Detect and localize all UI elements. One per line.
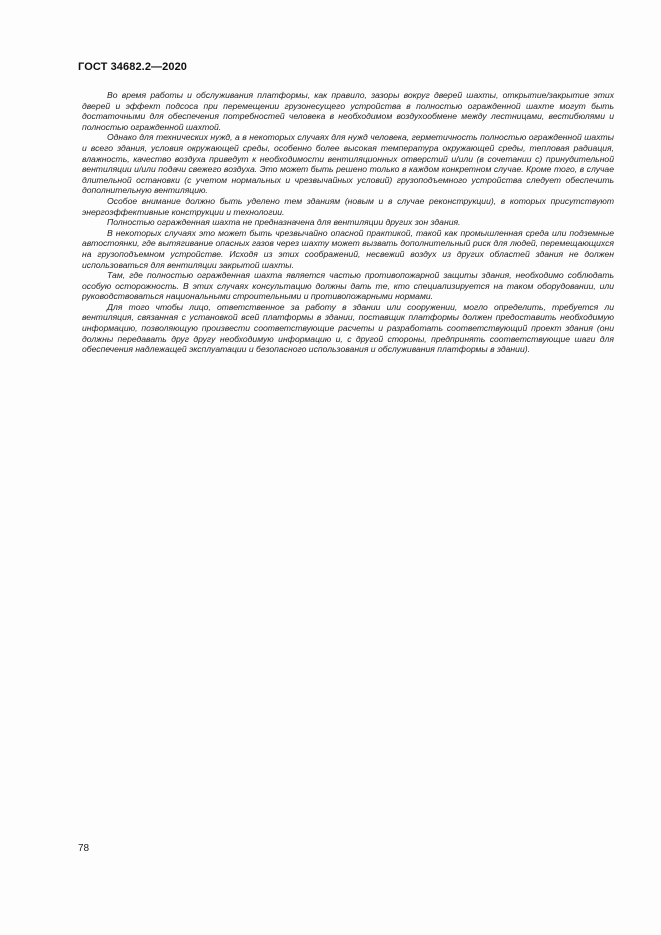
paragraph: В некоторых случаях это может быть чрезвычайно опасной практикой, такой как промышленная среда или подземные автостоянки, где вытягивание опасных газов через шахту может вызвать дополнительный риск для людей, перемещающихся на грузоподъемном устройстве. Исходя из этих соображений, несвежий воздух из других областей здания не должен использоваться для вентиляции закрытой шахты. [82, 227, 614, 270]
paragraph: Однако для технических нужд, а в некоторых случаях для нужд человека, герметичность полностью огражденной шахты и всего здания, условия окружающей среды, особенно более высокая температура окружающей среды, тепловая радиация, влажность, качество воздуха приведут к необходимости вентиляционных отверстий и/или (в сочетании с) принудительной вентиляции и/или подачи свежего воздуха. Это может быть решено только в каждом конкретном случае. Кроме того, в случае длительной остановки (с учетом нормальных и чрезвычайных условий) грузоподъемного устройства следует обеспечить дополнительную вентиляцию. [82, 132, 614, 196]
paragraph: Полностью огражденная шахта не предназначена для вентиляции других зон здания. [107, 217, 461, 228]
page-number: 78 [78, 843, 90, 854]
paragraph: Особое внимание должно быть уделено тем зданиям (новым и в случае реконструкции), в которых присутствуют энергоэффективные конструкции и технологии. [82, 195, 614, 217]
document-body [82, 90, 614, 355]
paragraph: Там, где полностью огражденная шахта является частью противопожарной защиты здания, необходимо соблюдать особую осторожность. В этих случаях консультацию должны дать те, кто специализируется на таком оборудовании, или руководствоваться национальными строительными и противопожарными нормами. [82, 270, 614, 302]
paragraph: Для того чтобы лицо, ответственное за работу в здании или сооружении, могло определить, требуется ли вентиляция, связанная с установкой всей платформы в здании, поставщик платформы должен предоставить необходимую информацию, позволяющую произвести соответствующие расчеты и разработать соответствующий проект здания (они должны передавать друг другу необходимую информацию и, с другой стороны, предпринять соответствующие шаги для обеспечения надлежащей эксплуатации и безопасного использования и обслуживания платформы в здании). [82, 301, 614, 355]
document-header-title: ГОСТ 34682.2—2020 [78, 61, 188, 73]
paragraph: Во время работы и обслуживания платформы, как правило, зазоры вокруг дверей шахты, открытие/закрытие этих дверей и эффект подсоса при перемещении грузонесущего устройства в полностью огражденной шахте могут быть достаточными для обеспечения потребностей человека в необходимом воздухообмене между лестницами, вестибюлями и полностью огражденной шахтой. [82, 90, 614, 132]
